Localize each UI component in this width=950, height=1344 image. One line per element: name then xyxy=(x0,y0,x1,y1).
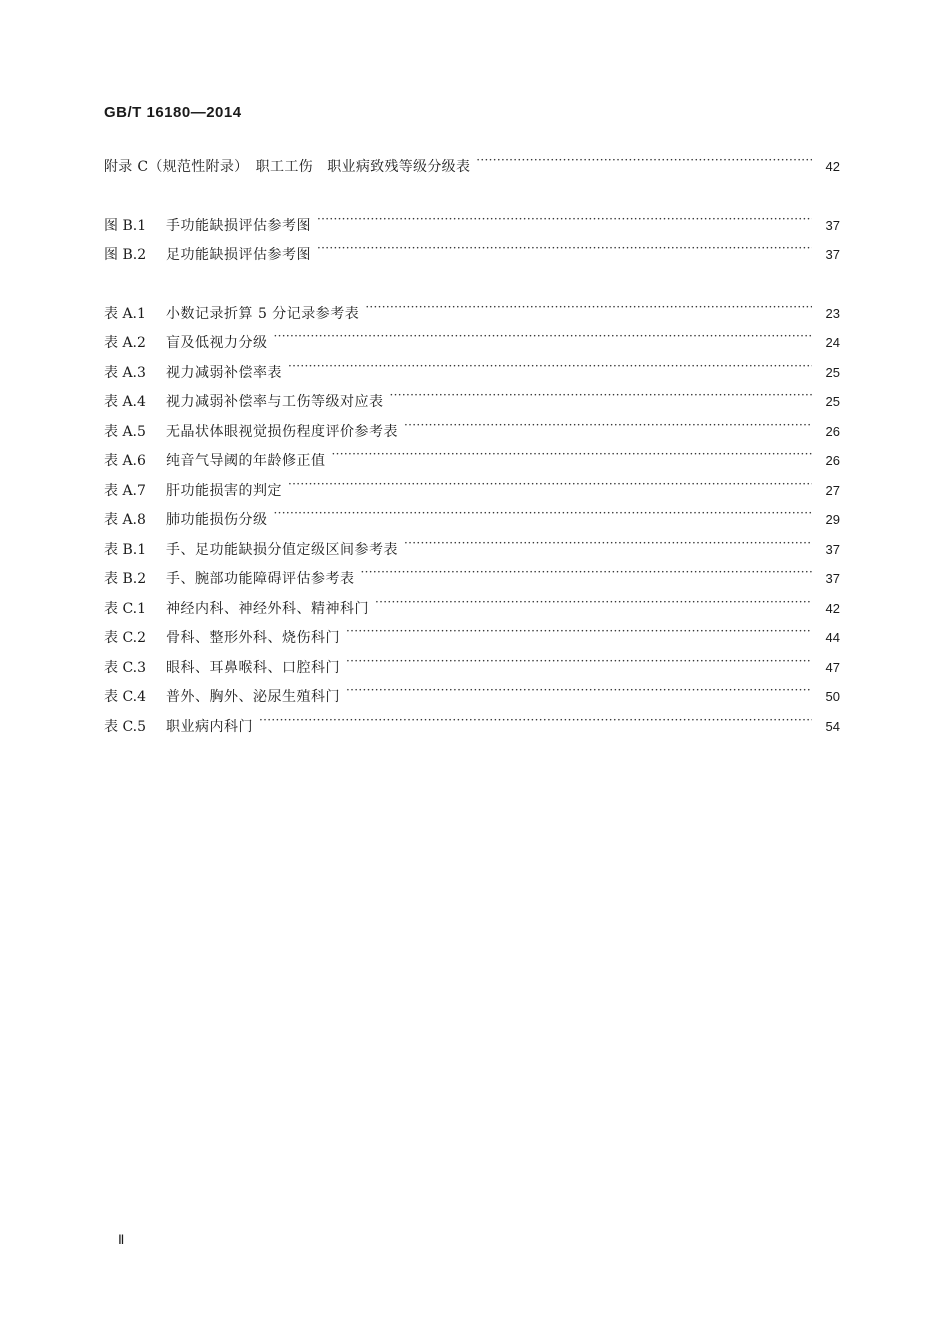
toc-leader-dots xyxy=(317,237,812,259)
toc-entry-title: 骨科、整形外科、烧伤科门 xyxy=(166,630,340,646)
toc-entry-page: 29 xyxy=(825,512,840,527)
toc-entry-page: 25 xyxy=(825,365,840,380)
toc-entry-page: 37 xyxy=(825,571,840,586)
toc-entry-label: 表 A.2 xyxy=(104,335,146,351)
toc-leader-dots xyxy=(404,532,812,554)
toc-entry-title: 视力减弱补偿率表 xyxy=(166,365,282,381)
toc-entry-table[interactable] xyxy=(104,709,840,735)
toc-entry-label: 表 A.5 xyxy=(104,424,146,440)
toc-entry-label: 表 A.6 xyxy=(104,453,146,469)
toc-entry-label: 表 A.1 xyxy=(104,306,146,322)
toc-leader-dots xyxy=(346,620,812,642)
toc-entry-table[interactable] xyxy=(104,679,840,705)
toc-entry-page: 37 xyxy=(825,218,840,233)
toc-leader-dots xyxy=(332,443,813,465)
toc-entry-label: 表 A.8 xyxy=(104,512,146,528)
toc-entry-label: 表 C.2 xyxy=(104,630,147,646)
toc-entry-title: 盲及低视力分级 xyxy=(166,335,268,351)
toc-entry-label: 图 B.2 xyxy=(104,247,147,263)
toc-leader-dots xyxy=(375,591,812,613)
toc-entry-figure[interactable] xyxy=(104,208,840,234)
toc-entry-title: 小数记录折算 5 分记录参考表 xyxy=(166,306,360,322)
document-code: GB/T 16180—2014 xyxy=(104,104,242,121)
toc-entry-label: 表 A.7 xyxy=(104,483,146,499)
toc-entry-title: 视力减弱补偿率与工伤等级对应表 xyxy=(166,394,384,410)
toc-entry-page: 42 xyxy=(825,601,840,616)
toc-entry-title: 无晶状体眼视觉损伤程度评价参考表 xyxy=(166,424,398,440)
toc-entry-page: 42 xyxy=(825,159,840,174)
toc-entry-table[interactable] xyxy=(104,325,840,351)
toc-leader-dots xyxy=(365,296,812,318)
toc-entry-table[interactable] xyxy=(104,296,840,322)
toc-entry-title: 职业病内科门 xyxy=(166,719,253,735)
toc-leader-dots xyxy=(404,414,812,436)
toc-leader-dots xyxy=(476,149,812,171)
toc-entry-page: 50 xyxy=(825,689,840,704)
toc-entry-figure[interactable] xyxy=(104,237,840,263)
toc-entry-page: 26 xyxy=(825,453,840,468)
toc-entry-title: 附录 C（规范性附录） 职工工伤 职业病致残等级分级表 xyxy=(104,159,471,175)
toc-entry-title: 手、足功能缺损分值定级区间参考表 xyxy=(166,542,398,558)
toc-entry-label: 图 B.1 xyxy=(104,218,147,234)
toc-entry-title: 手功能缺损评估参考图 xyxy=(166,218,311,234)
toc-entry-title: 神经内科、神经外科、精神科门 xyxy=(166,601,369,617)
toc-entry-label: 表 A.3 xyxy=(104,365,146,381)
toc-entry-title: 肝功能损害的判定 xyxy=(166,483,282,499)
toc-leader-dots xyxy=(361,561,813,583)
toc-leader-dots xyxy=(288,473,812,495)
toc-entry-label: 表 C.1 xyxy=(104,601,147,617)
toc-entry-page: 23 xyxy=(825,306,840,321)
toc-entry-page: 26 xyxy=(825,424,840,439)
toc-entry-title: 普外、胸外、泌尿生殖科门 xyxy=(166,689,340,705)
toc-entry-table[interactable] xyxy=(104,532,840,558)
toc-entry-label: 表 B.2 xyxy=(104,571,147,587)
toc-leader-dots xyxy=(274,502,813,524)
toc-entry-title: 纯音气导阈的年龄修正值 xyxy=(166,453,326,469)
toc-entry-label: 表 A.4 xyxy=(104,394,146,410)
toc-entry-appendix-c[interactable] xyxy=(104,149,840,175)
toc-entry-page: 37 xyxy=(825,247,840,262)
toc-entry-table[interactable] xyxy=(104,591,840,617)
toc-entry-label: 表 C.4 xyxy=(104,689,147,705)
toc-entry-table[interactable] xyxy=(104,355,840,381)
toc-entry-page: 25 xyxy=(825,394,840,409)
toc-entry-page: 44 xyxy=(825,630,840,645)
toc-leader-dots xyxy=(259,709,812,731)
toc-entry-title: 眼科、耳鼻喉科、口腔科门 xyxy=(166,660,340,676)
toc-entry-title: 手、腕部功能障碍评估参考表 xyxy=(166,571,355,587)
toc-entry-table[interactable] xyxy=(104,561,840,587)
toc-entry-table[interactable] xyxy=(104,620,840,646)
toc-entry-label: 表 C.5 xyxy=(104,719,147,735)
page-number: Ⅱ xyxy=(118,1232,125,1247)
toc-entry-table[interactable] xyxy=(104,414,840,440)
toc-entry-table[interactable] xyxy=(104,443,840,469)
toc-leader-dots xyxy=(288,355,812,377)
toc-entry-table[interactable] xyxy=(104,473,840,499)
toc-entry-title: 足功能缺损评估参考图 xyxy=(166,247,311,263)
toc-leader-dots xyxy=(317,208,812,230)
toc-entry-page: 37 xyxy=(825,542,840,557)
toc-entry-table[interactable] xyxy=(104,502,840,528)
toc-entry-label: 表 C.3 xyxy=(104,660,147,676)
toc-leader-dots xyxy=(346,650,812,672)
toc-entry-table[interactable] xyxy=(104,650,840,676)
toc-entry-table[interactable] xyxy=(104,384,840,410)
toc-entry-title: 肺功能损伤分级 xyxy=(166,512,268,528)
toc-entry-page: 54 xyxy=(825,719,840,734)
toc-leader-dots xyxy=(390,384,813,406)
toc-leader-dots xyxy=(346,679,812,701)
toc-entry-page: 47 xyxy=(825,660,840,675)
toc-entry-page: 24 xyxy=(825,335,840,350)
toc-entry-label: 表 B.1 xyxy=(104,542,147,558)
toc-leader-dots xyxy=(274,325,813,347)
toc-entry-page: 27 xyxy=(825,483,840,498)
